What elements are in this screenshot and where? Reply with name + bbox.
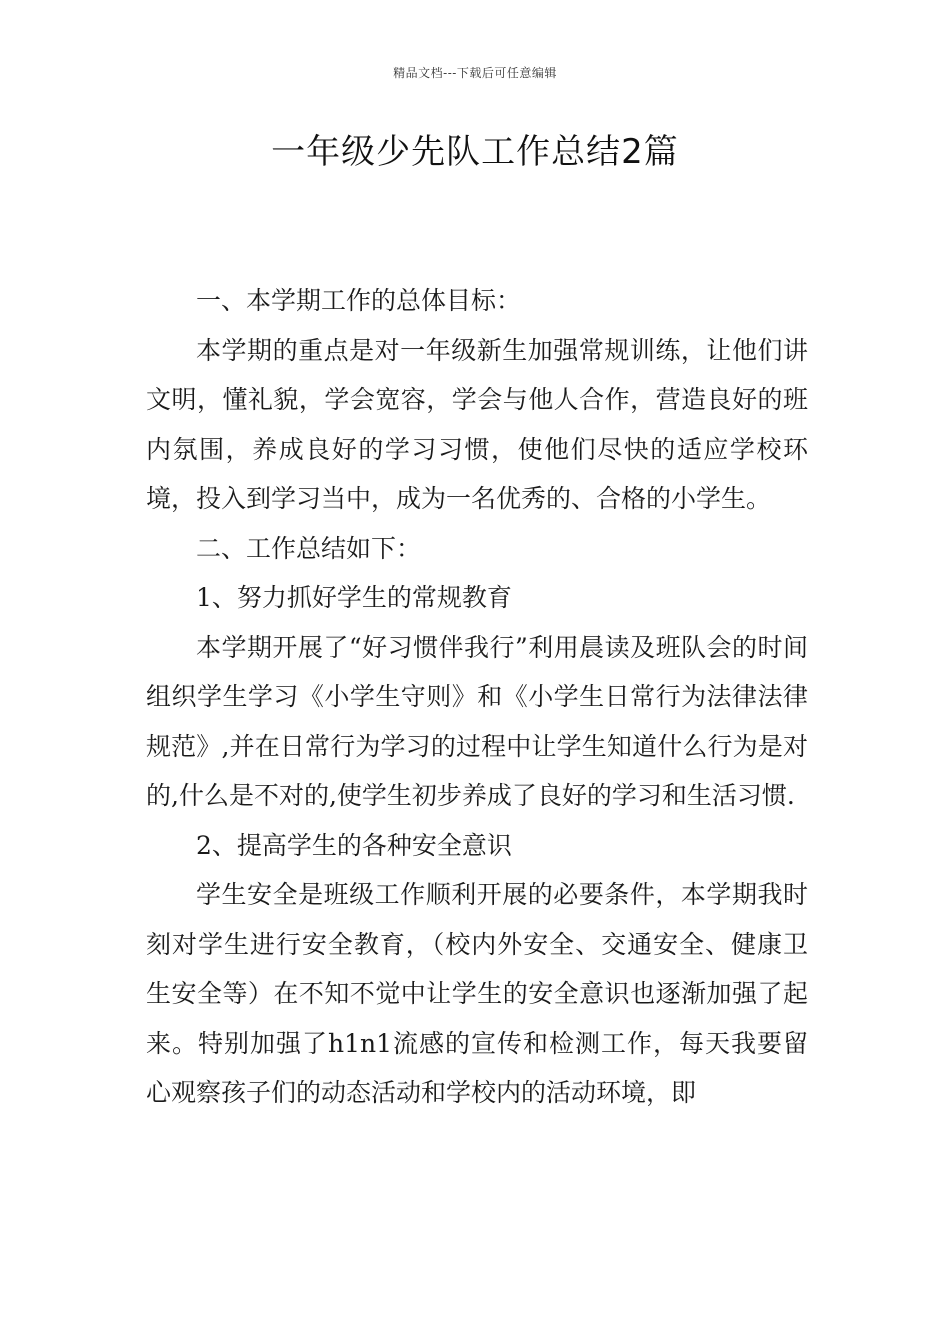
document-title: 一年级少先队工作总结2篇 (271, 132, 679, 172)
paragraph-routine-education: 本学期开展了“好习惯伴我行”利用晨读及班队会的时间组织学生学习《小学生守则》和《小学生日常行为法律法律规范》,并在日常行为学习的过程中让学生知道什么行为是对的,什么是不对的,使学生初步养成了良好的学习和生活习惯. (146, 632, 808, 810)
paragraph-safety-awareness: 学生安全是班级工作顺利开展的必要条件，本学期我时刻对学生进行安全教育，（校内外安全、交通安全、健康卫生安全等）在不知不觉中让学生的安全意识也逐渐加强了起来。特别加强了h1n1流感的宣传和检测工作，每天我要留心观察孩子们的动态活动和学校内的活动环境，即 (146, 880, 808, 1107)
header-note: 精品文档---下载后可任意编辑 (393, 66, 557, 80)
document-body (146, 276, 808, 1118)
section-heading-goals: 一、本学期工作的总体目标： (196, 286, 522, 315)
paragraph-goals: 本学期的重点是对一年级新生加强常规训练，让他们讲文明，懂礼貌，学会宽容，学会与他人合作，营造良好的班内氛围，养成良好的学习习惯，使他们尽快的适应学校环境，投入到学习当中，成为一名优秀的、合格的小学生。 (146, 335, 808, 513)
subheading-routine-education: 1、努力抓好学生的常规教育 (196, 583, 512, 612)
section-heading-summary: 二、工作总结如下： (196, 533, 422, 563)
subheading-safety-awareness: 2、提高学生的各种安全意识 (196, 830, 512, 860)
